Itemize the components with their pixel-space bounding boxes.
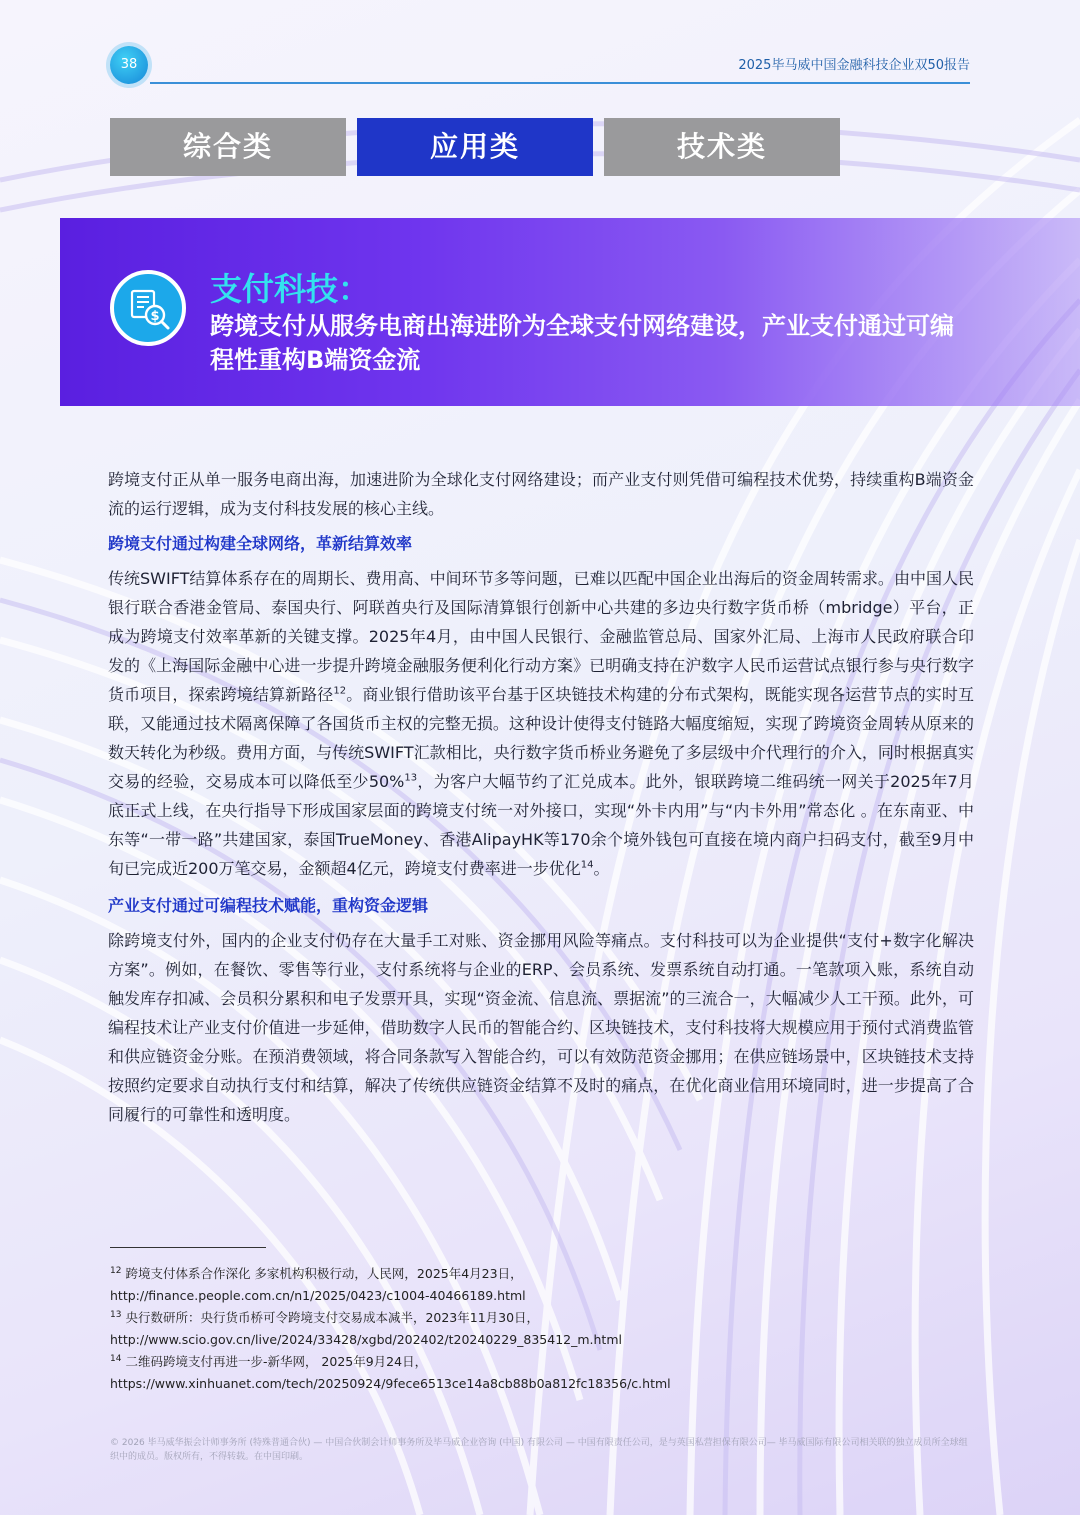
footnote-13 (110, 1307, 970, 1329)
category-tabs (110, 118, 840, 176)
footnote-text: 央行数研所：央行货币桥可令跨境支付交易成本减半，2023年11月30日， (125, 1310, 540, 1325)
tab-technology[interactable]: 技术类 (604, 118, 840, 176)
footnote-rule (110, 1247, 266, 1248)
page-header (0, 0, 1080, 100)
section1-text-part1: 传统SWIFT结算体系存在的周期长、费用高、中间环节多等问题，已难以匹配中国企业出海后的资金周转需求。由中国人民银行联合香港金管局、泰国央行、阿联酋央行及国际清算银行创新中心共建的多边央行数字货币桥（mbridge）平台，正成为跨境支付效率革新的关键支撑。2025年4月，由中国人民银行、金融监管总局、国家外汇局、上海市人民政府联合印发的《上海国际金融中心进一步提升跨境金融服务便利化行动方案》已明确支持在沪数字人民币运营试点银行参与央行数字货币项目，探索跨境结算新路径 (108, 569, 974, 704)
intro-paragraph: 跨境支付正从单一服务电商出海，加速进阶为全球化支付网络建设；而产业支付则凭借可编程技术优势，持续重构B端资金流的运行逻辑，成为支付科技发展的核心主线。 (108, 470, 974, 518)
footnotes (110, 1263, 970, 1395)
footnote-ref-13[interactable]: 13 (404, 772, 418, 784)
footnote-text: 跨境支付体系合作深化 多家机构积极行动，人民网，2025年4月23日， (125, 1266, 523, 1281)
section1-paragraph (108, 564, 974, 883)
report-title: 2025毕马威中国金融科技企业双50报告 (738, 58, 970, 73)
banner-title: 跨境支付从服务电商出海进阶为全球支付网络建设，产业支付通过可编程性重构B端资金流 (210, 312, 954, 374)
footnote-ref-12[interactable]: 12 (333, 685, 347, 697)
section1-text-part3: ，为客户大幅节约了汇兑成本。此外，银联跨境二维码统一网关于2025年7月底正式上线，在央行指导下形成国家层面的跨境支付统一对外接口，实现“外卡内用”与“内卡外用”常态化 。在东南亚、中东等“一带一路”共建国家，泰国TrueMoney、香港AlipayHK等170余个境外钱包可直接在境内商户扫码支付，截至9月中旬已完成近200万笔交易，金额超4亿元，跨境支付费率进一步优化 (108, 772, 974, 878)
footnote-number: 12 (110, 1265, 122, 1276)
section2-heading: 产业支付通过可编程技术赋能，重构资金逻辑 (108, 896, 429, 915)
page-number: 38 (110, 46, 148, 84)
footnote-12 (110, 1263, 970, 1285)
footnote-number: 14 (110, 1353, 122, 1364)
article-body (108, 465, 974, 1129)
section1-text-part4: 。 (593, 859, 610, 878)
section1-text-part2: 。商业银行借助该平台基于区块链技术构建的分布式架构，既能实现各运营节点的实时互联，又能通过技术隔离保障了各国货币主权的完整无损。这种设计使得支付链路大幅度缩短，实现了跨境资金周转从原来的数天转化为秒级。费用方面，与传统SWIFT汇款相比，央行数字货币桥业务避免了多层级中介代理行的介入，同时根据真实交易的经验，交易成本可以降低至少50% (108, 685, 974, 791)
tab-application[interactable]: 应用类 (357, 118, 593, 176)
payment-search-icon (110, 270, 186, 346)
footnote-text: 二维码跨境支付再进一步-新华网， 2025年9月24日， (125, 1354, 428, 1369)
section-banner (60, 218, 1080, 406)
header-rule (150, 82, 970, 84)
footnote-14-url[interactable]: https://www.xinhuanet.com/tech/20250924/9fece6513ce14a8cb88b0a812fc18356/c.html (110, 1376, 671, 1391)
footnote-ref-14[interactable]: 14 (580, 859, 594, 871)
section1-heading: 跨境支付通过构建全球网络，革新结算效率 (108, 534, 413, 553)
legal-notice: © 2026 毕马威华振会计师事务所 (特殊普通合伙) — 中国合伙制会计师事务所及毕马威企业咨询 (中国) 有限公司 — 中国有限责任公司，是与英国私营担保有限公司— 毕马威国际有限公司相关联的独立成员所全球组织中的成员。版权所有，不得转载。在中国印刷。 (110, 1438, 968, 1462)
footnote-12-url[interactable]: http://finance.people.com.cn/n1/2025/0423/c1004-40466189.html (110, 1288, 526, 1303)
section2-paragraph: 除跨境支付外，国内的企业支付仍存在大量手工对账、资金挪用风险等痛点。支付科技可以为企业提供“支付+数字化解决方案”。例如，在餐饮、零售等行业，支付系统将与企业的ERP、会员系统、发票系统自动打通。一笔款项入账，系统自动触发库存扣减、会员积分累积和电子发票开具，实现“资金流、信息流、票据流”的三流合一，大幅减少人工干预。此外，可编程技术让产业支付价值进一步延伸，借助数字人民币的智能合约、区块链技术，支付科技将大规模应用于预付式消费监管和供应链资金分账。在预消费领域，将合同条款写入智能合约，可以有效防范资金挪用；在供应链场景中，区块链技术支持按照约定要求自动执行支付和结算，解决了传统供应链资金结算不及时的痛点，在优化商业信用环境同时，进一步提高了合同履行的可靠性和透明度。 (108, 931, 974, 1124)
banner-kicker: 支付科技： (210, 270, 371, 308)
tab-comprehensive[interactable]: 综合类 (110, 118, 346, 176)
footnote-14 (110, 1351, 970, 1373)
footnote-number: 13 (110, 1309, 122, 1320)
footnote-13-url[interactable]: http://www.scio.gov.cn/live/2024/33428/xgbd/202402/t20240229_835412_m.html (110, 1332, 622, 1347)
svg-text:$: $ (150, 309, 160, 324)
